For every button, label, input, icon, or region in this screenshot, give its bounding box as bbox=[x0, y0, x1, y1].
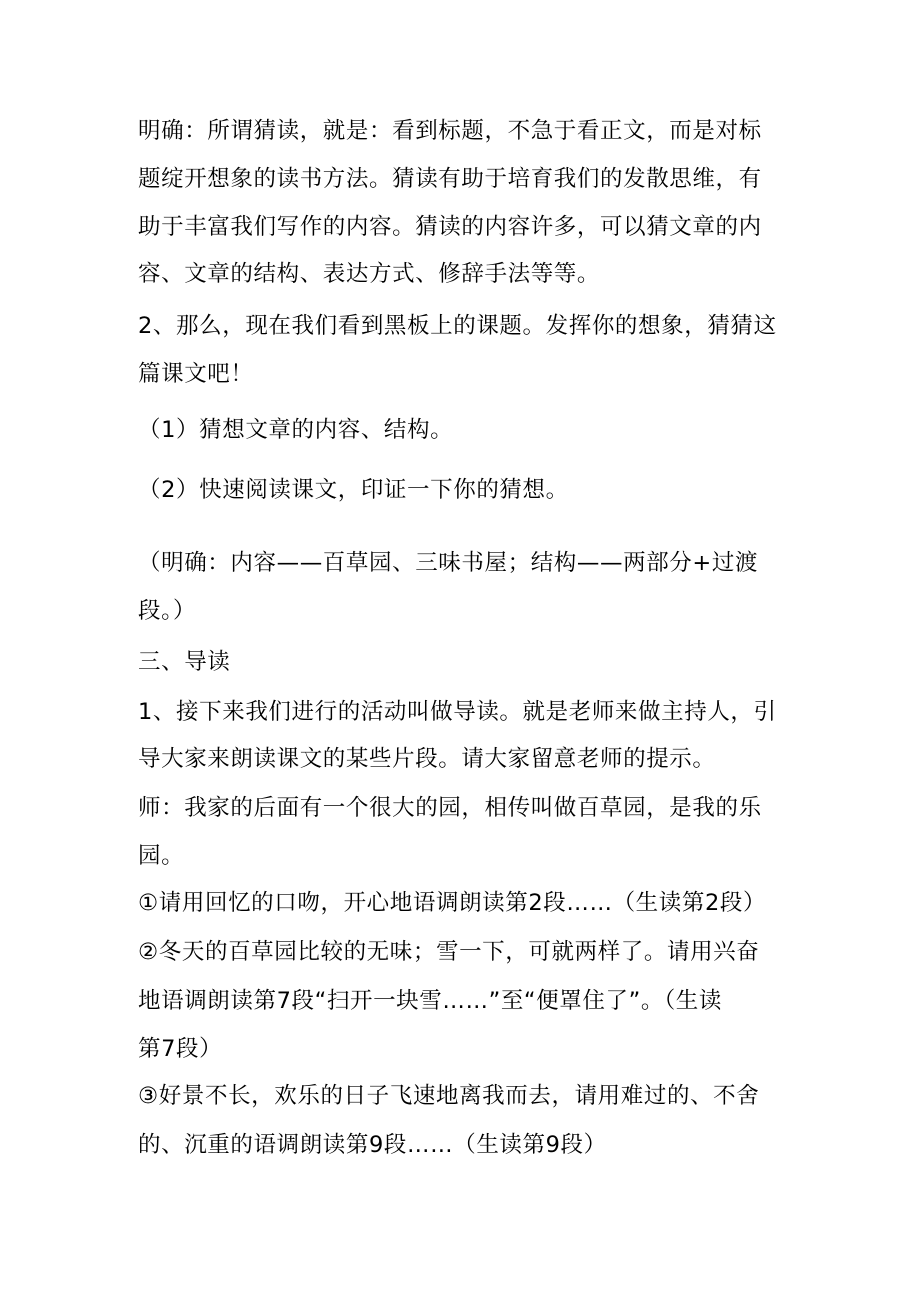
text-line: ③好景不长，欢乐的日子飞速地离我而去，请用难过的、不舍 bbox=[138, 1083, 760, 1109]
text-line: （明确：内容——百草园、三味书屋；结构——两部分+过渡 bbox=[138, 550, 759, 576]
text-line: 段。） bbox=[138, 598, 197, 624]
text-line: 地语调朗读第7段“扫开一块雪……”至“便罩住了”。（生读 bbox=[138, 988, 722, 1014]
text-line: ①请用回忆的口吻，开心地语调朗读第2段……（生读第2段） bbox=[138, 890, 767, 916]
text-line: （2）快速阅读课文，印证一下你的猜想。 bbox=[138, 477, 569, 503]
text-line: 1、接下来我们进行的活动叫做导读。就是老师来做主持人，引 bbox=[138, 699, 777, 725]
text-line: 明确：所谓猜读，就是：看到标题，不急于看正文，而是对标 bbox=[138, 118, 762, 144]
text-line: 容、文章的结构、表达方式、修辞手法等等。 bbox=[138, 261, 601, 287]
text-line: 助于丰富我们写作的内容。猜读的内容许多，可以猜文章的内 bbox=[138, 214, 762, 240]
text-line: （1）猜想文章的内容、结构。 bbox=[138, 417, 454, 443]
text-line: 的、沉重的语调朗读第9段……（生读第9段） bbox=[138, 1132, 607, 1158]
section-heading: 三、导读 bbox=[138, 649, 231, 675]
text-line: 导大家来朗读课文的某些片段。请大家留意老师的提示。 bbox=[138, 746, 716, 772]
text-line: 园。 bbox=[138, 843, 185, 869]
text-line: 第7段） bbox=[138, 1036, 223, 1062]
text-line: 师：我家的后面有一个很大的园，相传叫做百草园，是我的乐 bbox=[138, 795, 762, 821]
text-line: ②冬天的百草园比较的无味；雪一下，可就两样了。请用兴奋 bbox=[138, 939, 760, 965]
text-line: 题绽开想象的读书方法。猜读有助于培育我们的发散思维，有 bbox=[138, 166, 762, 192]
text-line: 2、那么，现在我们看到黑板上的课题。发挥你的想象，猜猜这 bbox=[138, 313, 777, 339]
text-line: 篇课文吧！ bbox=[138, 361, 254, 387]
